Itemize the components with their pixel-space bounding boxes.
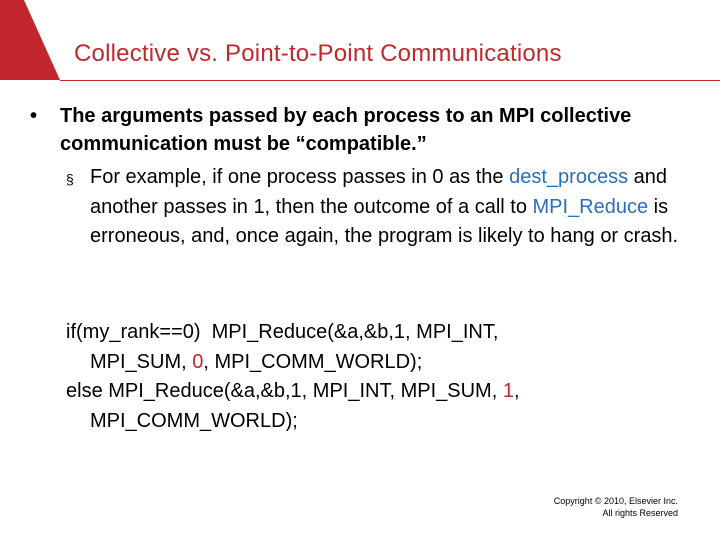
code-segment: , MPI_COMM_WORLD); [203,350,423,373]
code-term-dest-process: dest_process [509,166,629,188]
text-segment: is erroneous, and, once again, the program is likely to hang or crash. [90,195,679,247]
root-value-0: 0 [192,350,204,373]
code-segment: , [513,380,520,402]
code-line-1: if(my_rank==0) MPI_Reduce(&a,&b,1, MPI_INT, [66,321,499,343]
root-value-1: 1 [502,380,514,402]
corner-decoration [0,0,60,80]
subbullet-marker: § [66,171,74,187]
bullet-text: The arguments passed by each process to an MPI collective communication must be “compatible.” [60,105,632,155]
bullet-marker: • [30,105,38,127]
rights-line: All rights Reserved [602,508,678,518]
code-segment: else MPI_Reduce(&a,&b,1, MPI_INT, MPI_SUM, [66,380,503,402]
code-term-mpi-reduce: MPI_Reduce [532,195,649,218]
code-line-3 [66,377,520,407]
title-divider [60,80,720,81]
text-segment: For example, if one process passes in 0 as the [90,166,510,188]
code-line-4: MPI_COMM_WORLD); [90,409,298,432]
subbullet-text [90,163,680,252]
text-segment: and another passes in 1, then the outcome of a call to [90,166,668,218]
code-segment: MPI_SUM, [90,350,193,373]
slide-title: Collective vs. Point-to-Point Communications [74,40,562,67]
copyright-line: Copyright © 2010, Elsevier Inc. [553,496,678,506]
copyright-notice [478,495,678,519]
code-line-2 [90,348,422,378]
